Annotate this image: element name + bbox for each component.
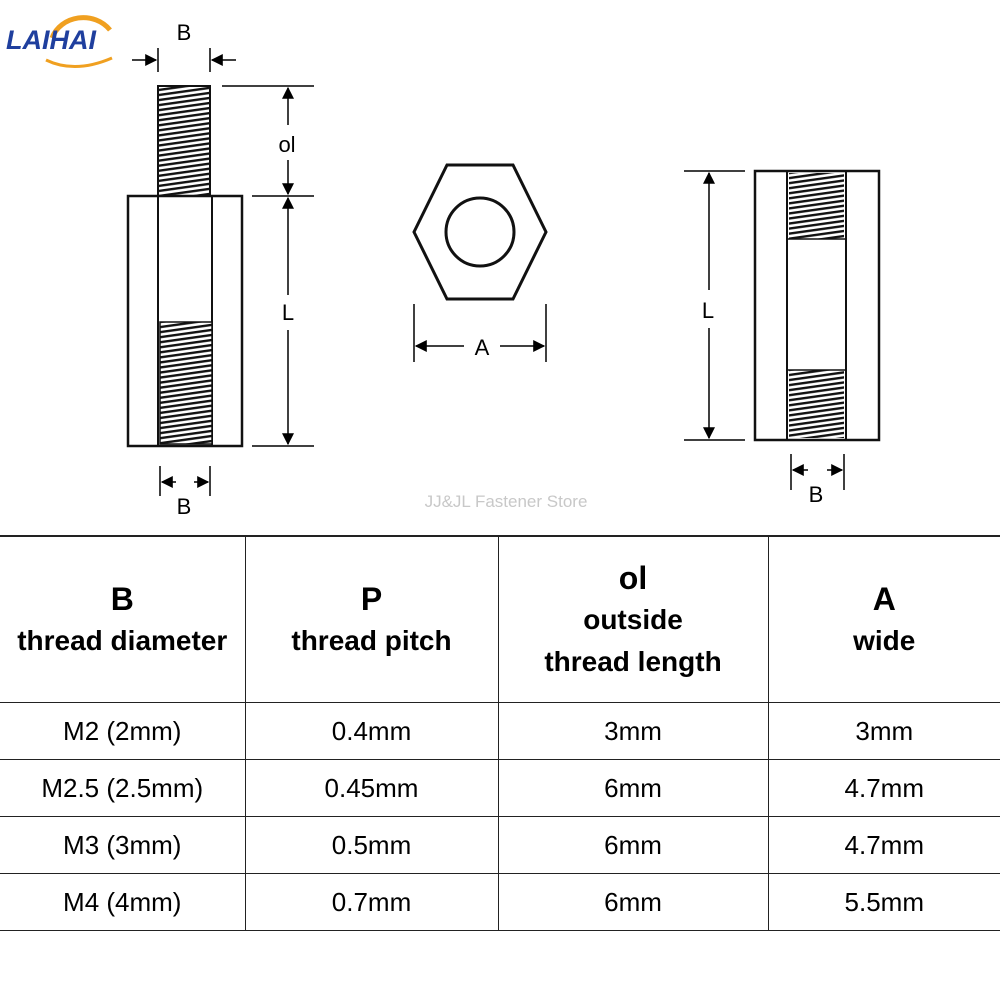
cell-outside-length: 6mm	[498, 874, 768, 931]
dim-label-ol: ol	[278, 132, 296, 157]
dim-label-b-top: B	[176, 20, 192, 45]
female-female-standoff-drawing	[684, 171, 879, 507]
hex-end-view-drawing	[414, 165, 546, 362]
cell-wide: 3mm	[768, 703, 1000, 760]
cell-outside-length: 6mm	[498, 817, 768, 874]
table-header-row	[0, 536, 1000, 703]
table-row	[0, 874, 1000, 931]
internal-thread-top	[789, 173, 844, 239]
logo-text: LAIHAI	[6, 25, 96, 55]
internal-thread	[160, 322, 212, 444]
cell-outside-length: 6mm	[498, 760, 768, 817]
spec-table	[0, 535, 1000, 931]
cell-pitch: 0.5mm	[245, 817, 498, 874]
header-thread-pitch: P thread pitch	[245, 536, 498, 703]
dim-label-l-left: L	[281, 300, 295, 325]
cell-diameter: M4 (4mm)	[0, 874, 245, 931]
cell-diameter: M2.5 (2.5mm)	[0, 760, 245, 817]
table-row	[0, 703, 1000, 760]
cell-outside-length: 3mm	[498, 703, 768, 760]
cell-wide: 4.7mm	[768, 760, 1000, 817]
dim-label-a: A	[474, 335, 490, 360]
cell-diameter: M2 (2mm)	[0, 703, 245, 760]
table-row	[0, 817, 1000, 874]
cell-diameter: M3 (3mm)	[0, 817, 245, 874]
store-watermark: JJ&JL Fastener Store	[424, 492, 588, 511]
header-thread-diameter: B thread diameter	[0, 536, 245, 703]
header-outside-thread-length: ol outside thread length	[498, 536, 768, 703]
table-row	[0, 760, 1000, 817]
male-female-standoff-drawing	[128, 20, 314, 519]
laihai-logo	[6, 18, 112, 67]
cell-pitch: 0.45mm	[245, 760, 498, 817]
internal-thread-bottom	[789, 370, 844, 438]
cell-pitch: 0.7mm	[245, 874, 498, 931]
dim-label-b-bottom: B	[176, 494, 192, 519]
cell-pitch: 0.4mm	[245, 703, 498, 760]
dim-label-l-right: L	[701, 298, 715, 323]
cell-wide: 5.5mm	[768, 874, 1000, 931]
header-wide: A wide	[768, 536, 1000, 703]
external-thread	[158, 86, 210, 196]
hex-bore	[446, 198, 514, 266]
cell-wide: 4.7mm	[768, 817, 1000, 874]
dim-label-b-right: B	[808, 482, 824, 507]
